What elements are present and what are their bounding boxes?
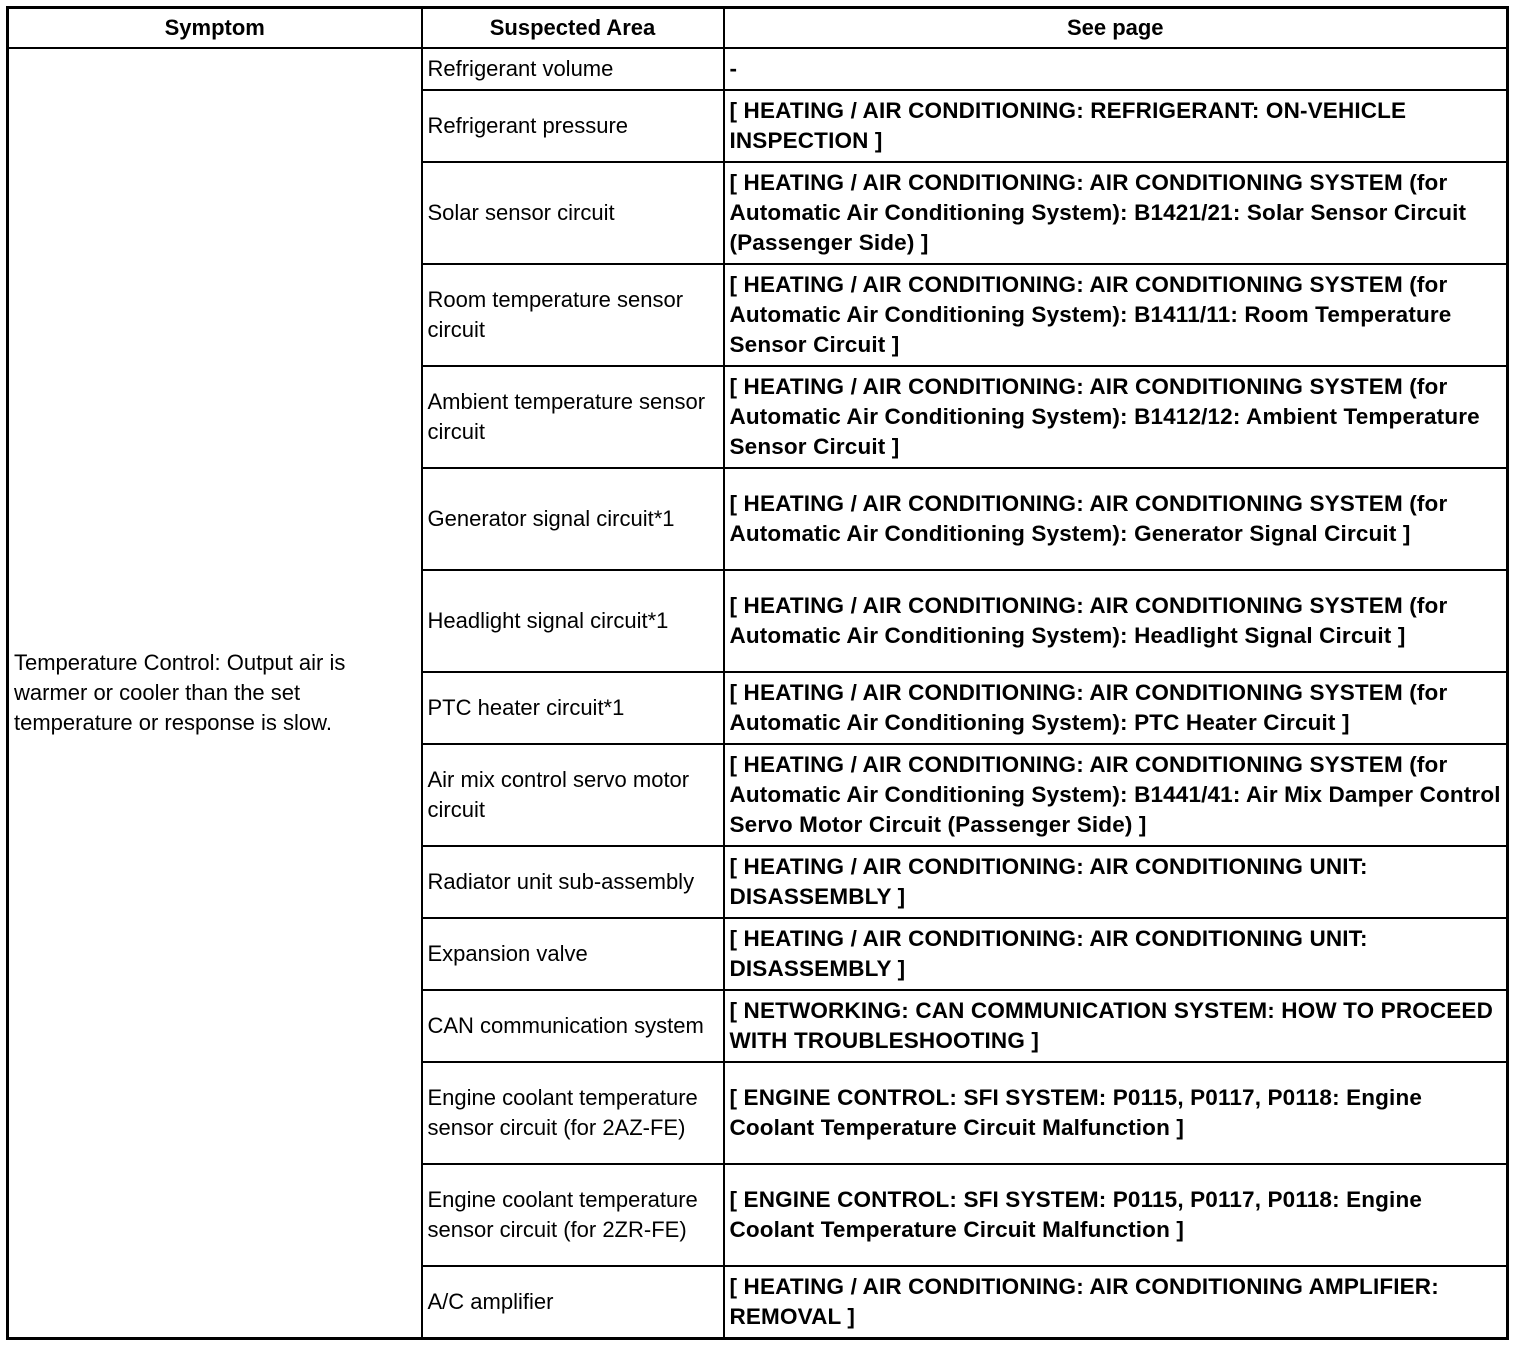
see-page-cell: [ HEATING / AIR CONDITIONING: AIR CONDITIONING SYSTEM (for Automatic Air Conditioning System): Headlight Signal Circuit ] — [724, 570, 1508, 672]
header-symptom: Symptom — [8, 8, 422, 49]
see-page-cell: [ ENGINE CONTROL: SFI SYSTEM: P0115, P0117, P0118: Engine Coolant Temperature Circuit Malfunction ] — [724, 1164, 1508, 1266]
see-page-cell: [ HEATING / AIR CONDITIONING: REFRIGERANT: ON-VEHICLE INSPECTION ] — [724, 90, 1508, 162]
suspected-area-cell: Air mix control servo motor circuit — [422, 744, 724, 846]
suspected-area-cell: Engine coolant temperature sensor circuit (for 2ZR-FE) — [422, 1164, 724, 1266]
header-suspected-area: Suspected Area — [422, 8, 724, 49]
see-page-cell: [ HEATING / AIR CONDITIONING: AIR CONDITIONING UNIT: DISASSEMBLY ] — [724, 918, 1508, 990]
see-page-cell: [ HEATING / AIR CONDITIONING: AIR CONDITIONING UNIT: DISASSEMBLY ] — [724, 846, 1508, 918]
symptom-cell: Temperature Control: Output air is warmer or cooler than the set temperature or response is slow. — [8, 48, 422, 1338]
header-see-page: See page — [724, 8, 1508, 49]
suspected-area-cell: Expansion valve — [422, 918, 724, 990]
see-page-cell: [ HEATING / AIR CONDITIONING: AIR CONDITIONING SYSTEM (for Automatic Air Conditioning System): B1421/21: Solar Sensor Circuit (Passenger Side) ] — [724, 162, 1508, 264]
see-page-cell: - — [724, 48, 1508, 90]
suspected-area-cell: Refrigerant pressure — [422, 90, 724, 162]
suspected-area-cell: Room temperature sensor circuit — [422, 264, 724, 366]
suspected-area-cell: Refrigerant volume — [422, 48, 724, 90]
suspected-area-cell: CAN communication system — [422, 990, 724, 1062]
see-page-cell: [ HEATING / AIR CONDITIONING: AIR CONDITIONING SYSTEM (for Automatic Air Conditioning System): B1411/11: Room Temperature Sensor Circuit ] — [724, 264, 1508, 366]
see-page-cell: [ HEATING / AIR CONDITIONING: AIR CONDITIONING SYSTEM (for Automatic Air Conditioning System): B1412/12: Ambient Temperature Sensor Circuit ] — [724, 366, 1508, 468]
suspected-area-cell: Solar sensor circuit — [422, 162, 724, 264]
see-page-cell: [ HEATING / AIR CONDITIONING: AIR CONDITIONING AMPLIFIER: REMOVAL ] — [724, 1266, 1508, 1338]
troubleshooting-table — [6, 6, 1509, 1340]
see-page-cell: [ ENGINE CONTROL: SFI SYSTEM: P0115, P0117, P0118: Engine Coolant Temperature Circuit Malfunction ] — [724, 1062, 1508, 1164]
see-page-cell: [ HEATING / AIR CONDITIONING: AIR CONDITIONING SYSTEM (for Automatic Air Conditioning System): PTC Heater Circuit ] — [724, 672, 1508, 744]
header-row — [8, 8, 1508, 49]
see-page-cell: [ HEATING / AIR CONDITIONING: AIR CONDITIONING SYSTEM (for Automatic Air Conditioning System): B1441/41: Air Mix Damper Control Servo Motor Circuit (Passenger Side) ] — [724, 744, 1508, 846]
see-page-cell: [ NETWORKING: CAN COMMUNICATION SYSTEM: HOW TO PROCEED WITH TROUBLESHOOTING ] — [724, 990, 1508, 1062]
suspected-area-cell: A/C amplifier — [422, 1266, 724, 1338]
table-row — [8, 48, 1508, 90]
suspected-area-cell: PTC heater circuit*1 — [422, 672, 724, 744]
suspected-area-cell: Ambient temperature sensor circuit — [422, 366, 724, 468]
suspected-area-cell: Engine coolant temperature sensor circuit (for 2AZ-FE) — [422, 1062, 724, 1164]
see-page-cell: [ HEATING / AIR CONDITIONING: AIR CONDITIONING SYSTEM (for Automatic Air Conditioning System): Generator Signal Circuit ] — [724, 468, 1508, 570]
suspected-area-cell: Headlight signal circuit*1 — [422, 570, 724, 672]
suspected-area-cell: Radiator unit sub-assembly — [422, 846, 724, 918]
suspected-area-cell: Generator signal circuit*1 — [422, 468, 724, 570]
